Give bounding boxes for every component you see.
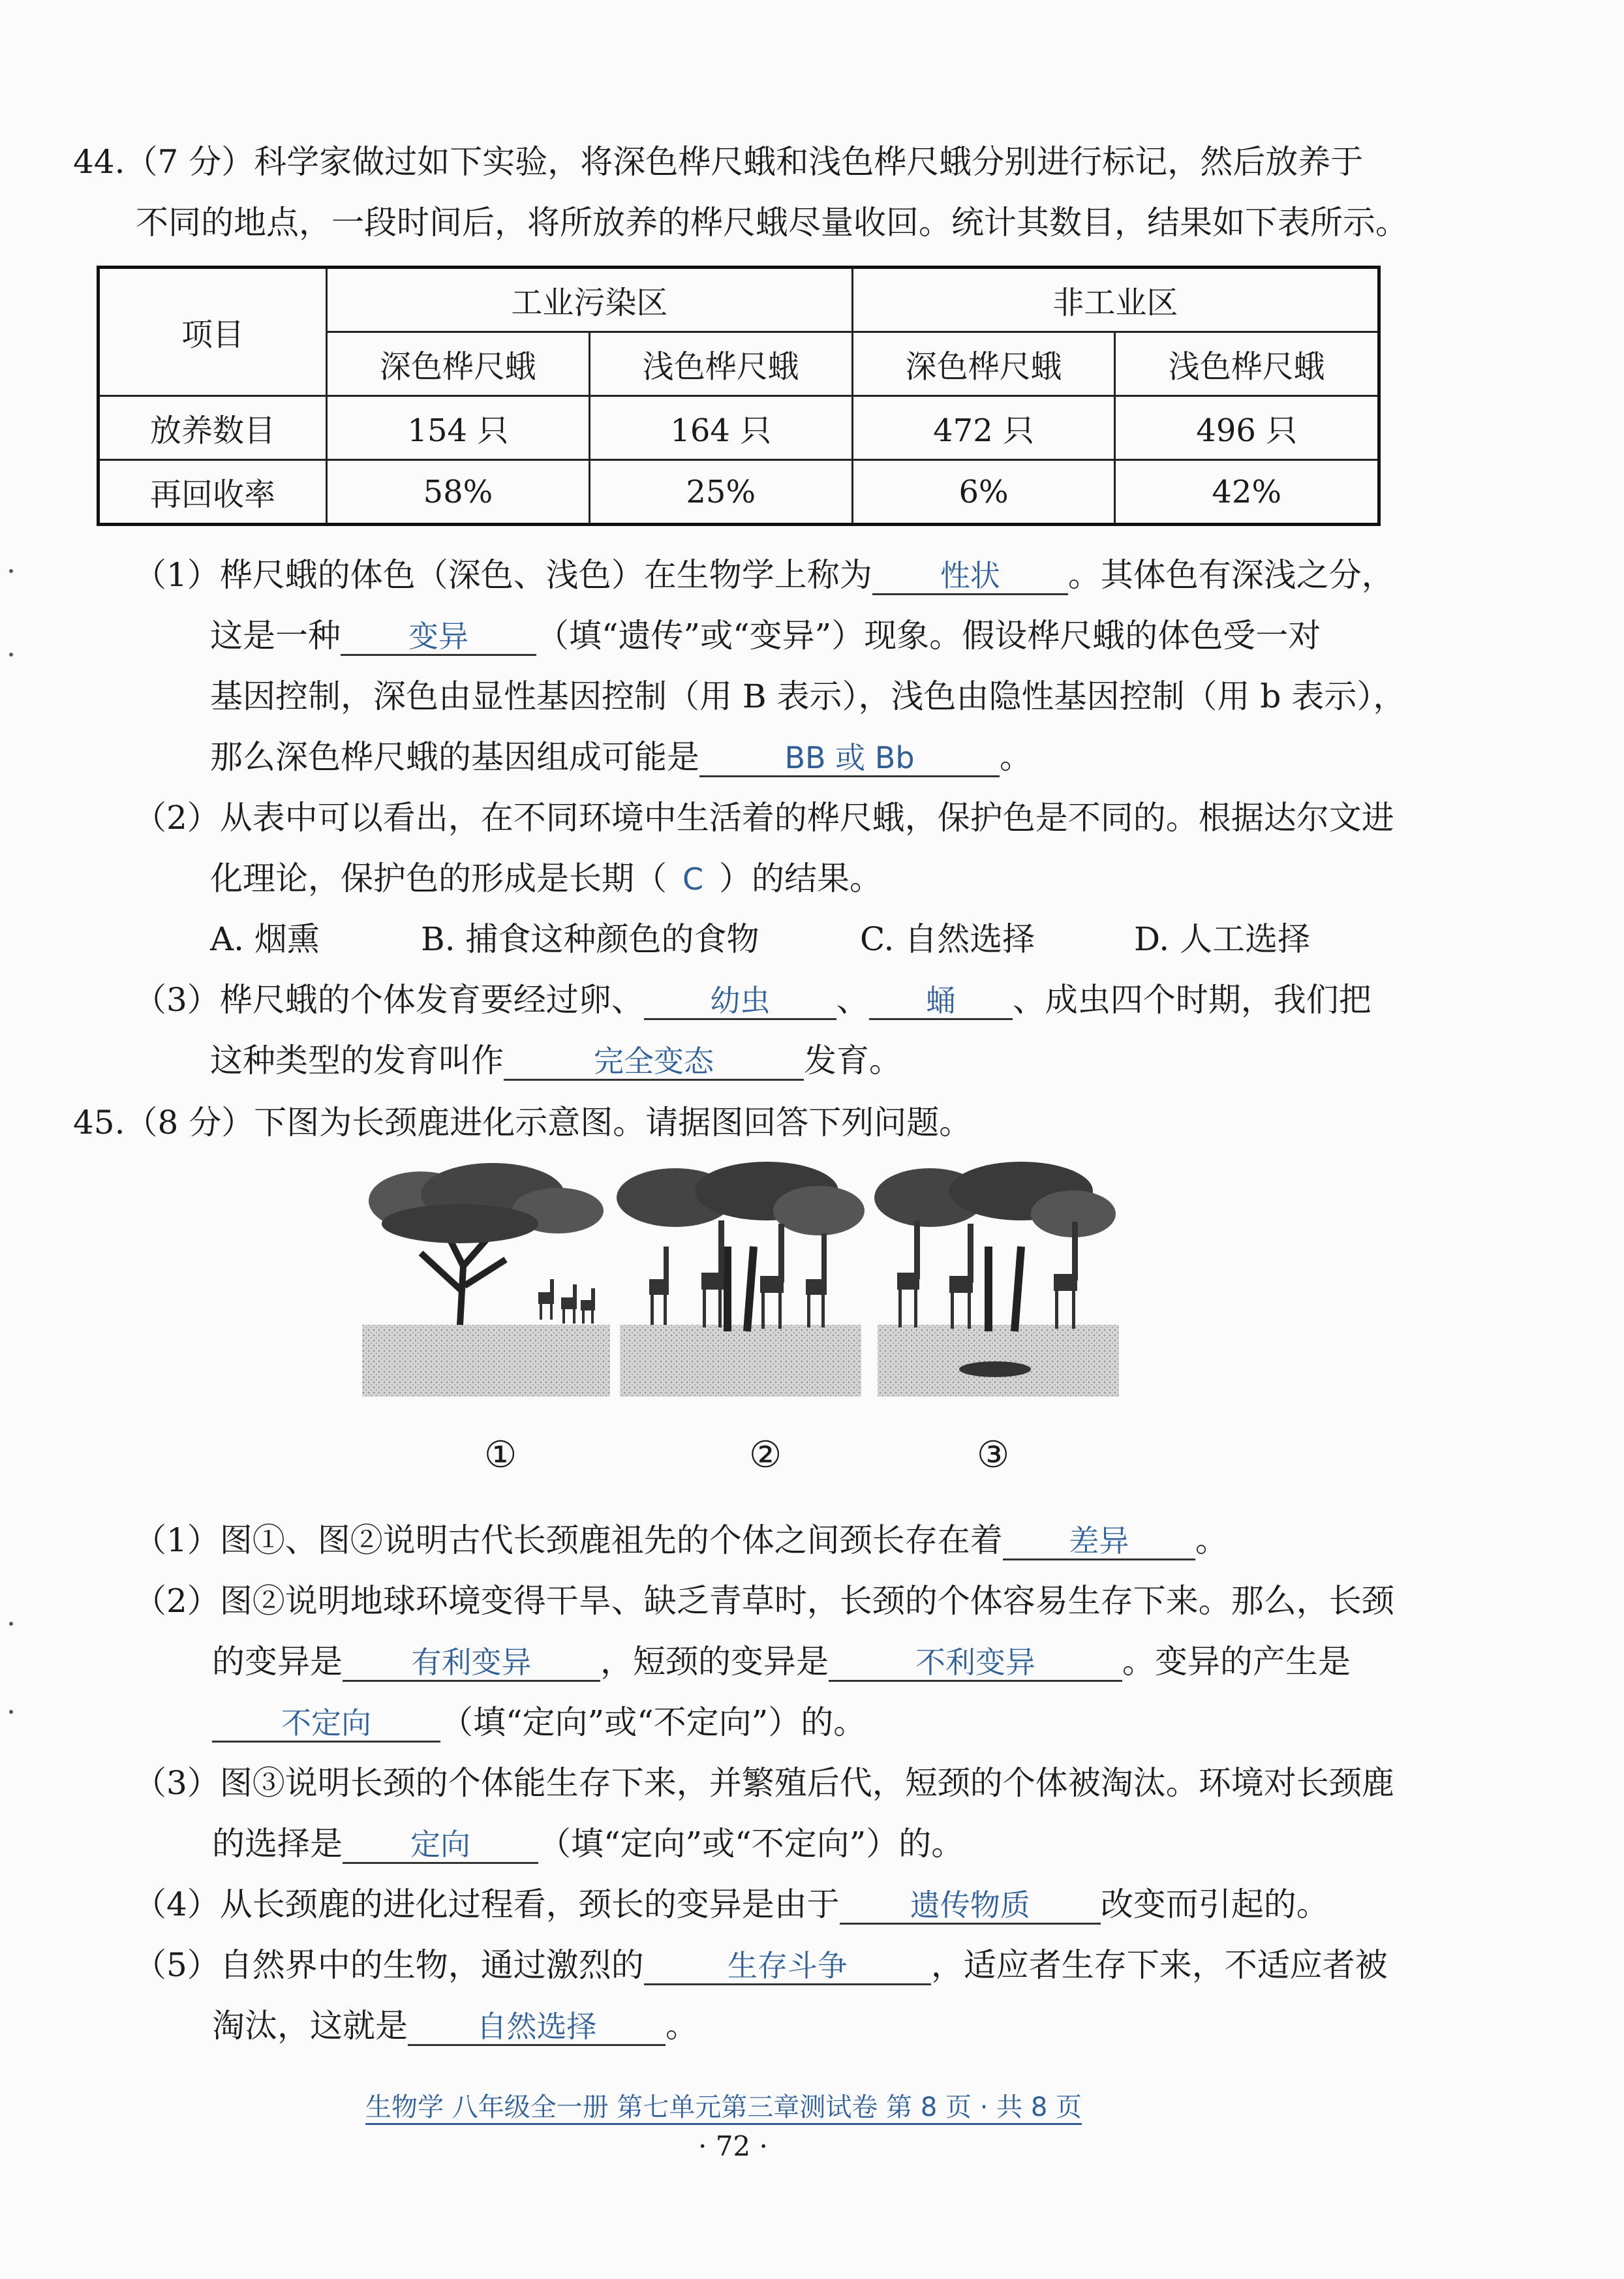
answer-blank[interactable]: 蛹 xyxy=(869,980,1013,1020)
table-row xyxy=(99,460,1379,525)
q45-part1: （1）图①、图②说明古代长颈鹿祖先的个体之间颈长存在着 差异 。 xyxy=(134,1521,1228,1559)
q45-part2-line1: （2）图②说明地球环境变得干旱、缺乏青草时，长颈的个体容易生存下来。那么，长颈 xyxy=(134,1582,1394,1620)
answer-blank[interactable]: 生存斗争 xyxy=(644,1946,931,1985)
q45-part3-line2: 的选择是 定向 （填“定向”或“不定向”）的。 xyxy=(212,1825,964,1863)
answer-blank[interactable]: 性状 xyxy=(872,555,1068,595)
moth-data-table xyxy=(97,266,1381,526)
table-cell: 42% xyxy=(1115,460,1379,525)
row-label: 放养数目 xyxy=(99,396,327,460)
answer-blank[interactable]: 变异 xyxy=(341,616,536,656)
q44-line1: 44.（7 分）科学家做过如下实验，将深色桦尺蛾和浅色桦尺蛾分别进行标记，然后放养于 xyxy=(73,143,1364,181)
q44-part1-line4: 那么深色桦尺蛾的基因组成可能是 BB 或 Bb 。 xyxy=(210,738,1032,776)
giraffe-evolution-figure xyxy=(362,1162,1119,1397)
answer-blank[interactable]: 有利变异 xyxy=(343,1642,600,1682)
row-label: 再回收率 xyxy=(99,460,327,525)
margin-dot xyxy=(9,1622,13,1626)
figure-label-1: ① xyxy=(484,1434,517,1476)
q44-part1-line2: 这是一种 变异 （填“遗传”或“变异”）现象。假设桦尺蛾的体色受一对 xyxy=(210,617,1321,655)
table-header-dark: 深色桦尺蛾 xyxy=(327,332,590,396)
q45-part4: （4）从长颈鹿的进化过程看，颈长的变异是由于 遗传物质 改变而引起的。 xyxy=(134,1885,1329,1923)
option-c: C. 自然选择 xyxy=(860,920,1035,958)
page-footer: 生物学 八年级全一册 第七单元第三章测试卷 第 8 页 · 共 8 页 xyxy=(365,2092,1082,2125)
margin-dot xyxy=(9,1710,13,1714)
q44-part2-line2: 化理论，保护色的形成是长期（ C ）的结果。 xyxy=(210,860,882,897)
q45-part5-line2: 淘汰，这就是 自然选择 。 xyxy=(212,2007,698,2045)
q45-part2-line2: 的变异是 有利变异 ，短颈的变异是 不利变异 。变异的产生是 xyxy=(212,1643,1351,1681)
panel-1 xyxy=(362,1163,610,1397)
q45-part3-line1: （3）图③说明长颈的个体能生存下来，并繁殖后代，短颈的个体被淘汰。环境对长颈鹿 xyxy=(134,1764,1394,1802)
option-a: A. 烟熏 xyxy=(210,920,320,958)
option-d: D. 人工选择 xyxy=(1134,920,1311,958)
table-header-light: 浅色桦尺蛾 xyxy=(589,332,852,396)
table-cell: 25% xyxy=(589,460,852,525)
answer-blank[interactable]: 幼虫 xyxy=(644,980,836,1020)
q44-part3-line2: 这种类型的发育叫作 完全变态 发育。 xyxy=(210,1042,902,1079)
table-cell: 164 只 xyxy=(589,396,852,460)
answer-blank[interactable]: 遗传物质 xyxy=(840,1885,1101,1925)
q44-part1-line1: （1）桦尺蛾的体色（深色、浅色）在生物学上称为 性状 。其体色有深浅之分， xyxy=(134,556,1394,594)
q44-part2-line1: （2）从表中可以看出，在不同环境中生活着的桦尺蛾，保护色是不同的。根据达尔文进 xyxy=(134,799,1394,837)
q44-part1-line3: 基因控制，深色由显性基因控制（用 B 表示），浅色由隐性基因控制（用 b 表示）， xyxy=(210,677,1406,715)
table-cell: 6% xyxy=(852,460,1115,525)
q44-line2: 不同的地点，一段时间后，将所放养的桦尺蛾尽量收回。统计其数目，结果如下表所示。 xyxy=(136,204,1408,241)
margin-dot xyxy=(9,653,13,657)
page-number: · 72 · xyxy=(698,2130,768,2162)
q45-part5-line1: （5）自然界中的生物，通过激烈的 生存斗争 ，适应者生存下来，不适应者被 xyxy=(134,1946,1388,1984)
table-row xyxy=(99,396,1379,460)
figure-label-3: ③ xyxy=(977,1434,1010,1476)
table-cell: 496 只 xyxy=(1115,396,1379,460)
table-cell: 154 只 xyxy=(327,396,590,460)
table-header-item: 项目 xyxy=(99,268,327,396)
margin-dot xyxy=(9,569,13,573)
panel-3 xyxy=(874,1162,1119,1397)
answer-blank[interactable]: 不定向 xyxy=(212,1703,440,1743)
table-cell: 472 只 xyxy=(852,396,1115,460)
table-header-dark: 深色桦尺蛾 xyxy=(852,332,1115,396)
answer-blank[interactable]: 差异 xyxy=(1003,1521,1195,1560)
table-header-region1: 工业污染区 xyxy=(327,268,853,332)
table-header-region2: 非工业区 xyxy=(852,268,1379,332)
option-b: B. 捕食这种颜色的食物 xyxy=(421,920,759,958)
panel-2 xyxy=(617,1162,865,1397)
answer-blank[interactable]: 完全变态 xyxy=(504,1041,804,1081)
table-header-light: 浅色桦尺蛾 xyxy=(1115,332,1379,396)
choice-answer[interactable]: C xyxy=(682,861,704,897)
answer-blank[interactable]: 定向 xyxy=(343,1824,538,1864)
q44-part3-line1: （3）桦尺蛾的个体发育要经过卵、 幼虫 、 蛹 、成虫四个时期，我们把 xyxy=(134,981,1371,1019)
table-cell: 58% xyxy=(327,460,590,525)
answer-blank[interactable]: 不利变异 xyxy=(829,1642,1122,1682)
answer-blank[interactable]: BB 或 Bb xyxy=(699,737,1000,777)
q45-line1: 45.（8 分）下图为长颈鹿进化示意图。请据图回答下列问题。 xyxy=(73,1104,972,1141)
answer-blank[interactable]: 自然选择 xyxy=(408,2006,666,2046)
figure-label-2: ② xyxy=(749,1434,782,1476)
q45-part2-line3: 不定向 （填“定向”或“不定向”）的。 xyxy=(212,1703,866,1743)
